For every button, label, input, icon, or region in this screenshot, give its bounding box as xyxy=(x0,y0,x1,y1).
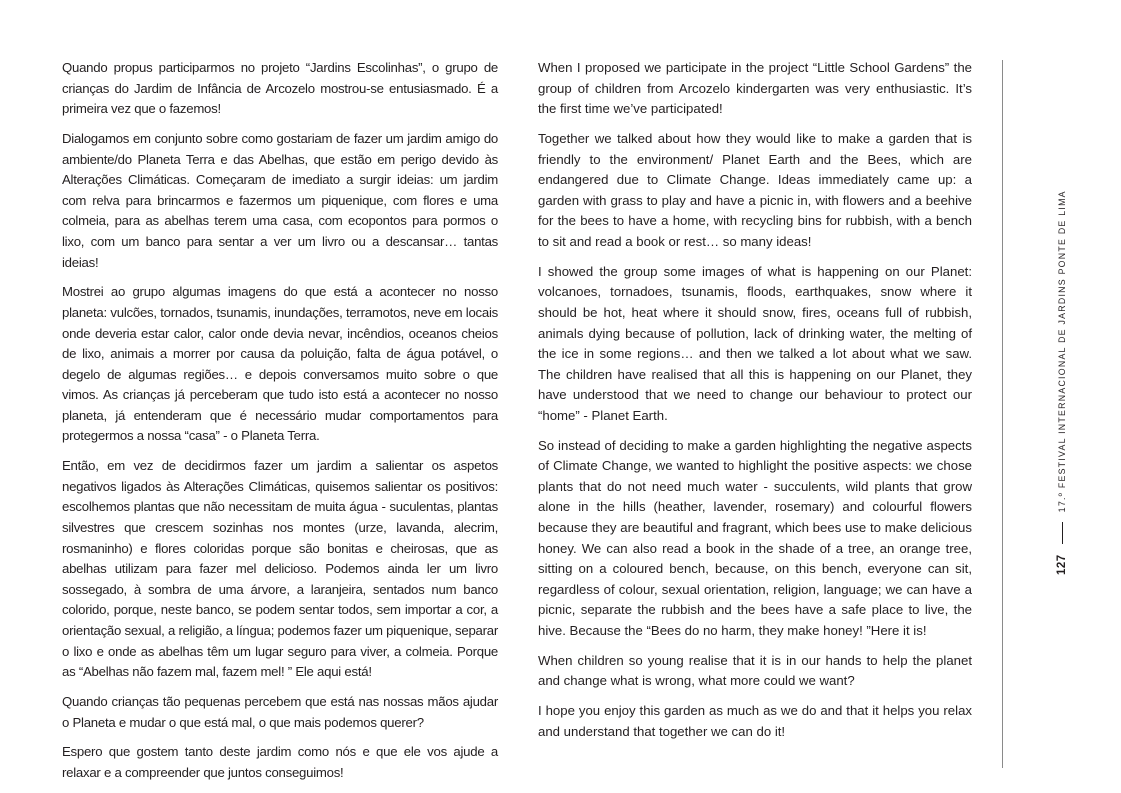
pt-paragraph-5: Quando crianças tão pequenas percebem que está nas nossas mãos ajudar o Planeta e mudar o que está mal, o que mais podemos querer? xyxy=(62,693,498,730)
footer-rule xyxy=(1062,522,1063,544)
pt-paragraph-2: Dialogamos em conjunto sobre como gostariam de fazer um jardim amigo do ambiente/do Planeta Terra e das Abelhas, que estão em perigo devido às Alterações Climáticas. Começaram de imediato a surgir ideias: um jardim com relva para brincarmos e fazermos um piquenique, com flores e uma colmeia, para as abelhas terem uma casa, com ecopontos para pormos o lixo, com um banco para sentar a ver um livro ou a descansar… tantas ideias! xyxy=(62,130,498,270)
english-text-column xyxy=(538,58,972,752)
margin-divider-line xyxy=(1002,60,1003,768)
pt-paragraph-3: Mostrei ao grupo algumas imagens do que está a acontecer no nosso planeta: vulcões, tornados, tsunamis, inundações, terramotos, neve em locais onde deveria estar calor, calor onde devia nevar, incêndios, oceanos cheios de lixo, animais a morrer por causa da poluição, falta de água potável, o degelo de algumas regiões… e depois conversamos muito sobre o que vimos. As crianças já perceberam que tudo isto está a acontecer no nosso planeta, já entenderam que é necessário mudar comportamentos para protegermos a nossa “casa” - o Planeta Terra. xyxy=(62,284,498,444)
en-paragraph-2: Together we talked about how they would like to make a garden that is friendly to the environment/ Planet Earth and the Bees, which are endangered due to Climate Change. Ideas immediately came up: a garden with grass to play and have a picnic in, with flowers and a beehive for the bees to have a home, with recycling bins for rubbish, with a bench to sit and read a book or rest… so many ideas! xyxy=(538,130,972,249)
page-number: 127 xyxy=(1056,554,1068,575)
en-paragraph-6: I hope you enjoy this garden as much as we do and that it helps you relax and understand that together we can do it! xyxy=(538,703,972,739)
portuguese-text-column xyxy=(62,58,498,793)
pt-paragraph-6: Espero que gostem tanto deste jardim como nós e que ele vos ajude a relaxar e a compreender que juntos conseguimos! xyxy=(62,744,498,780)
en-paragraph-4: So instead of deciding to make a garden highlighting the negative aspects of Climate Change, we wanted to highlight the positive aspects: we chose plants that do not need much water - succulents, wild plants that grow alone in the hills (heather, lavender, rosemary) and colourful flowers because they are beautiful and fragrant, which bees use to make delicious honey. We can also read a book in the shade of a tree, an orange tree, sitting on a coloured bench, because, on this bench, everyone can sit, regardless of colour, sexual orientation, religion, language; we can have a picnic, separate the rubbish and the bees have a safe place to live, the hive. Because the “Bees do no harm, they make honey! ”Here it is! xyxy=(538,437,972,638)
festival-title: 17.º FESTIVAL INTERNACIONAL DE JARDINS PONTE DE LIMA xyxy=(1057,190,1067,513)
pt-paragraph-1: Quando propus participarmos no projeto “Jardins Escolinhas”, o grupo de crianças do Jardim de Infância de Arcozelo mostrou-se entusiasmado. É a primeira vez que o fazemos! xyxy=(62,60,498,117)
running-footer xyxy=(1056,190,1068,575)
pt-paragraph-4: Então, em vez de decidirmos fazer um jardim a salientar os aspetos negativos ligados às Alterações Climáticas, quisemos salientar os positivos: escolhemos plantas que não necessitam de muita água - suculentas, plantas silvestres que crescem sozinhas nos montes (urze, lavanda, alecrim, rosmaninho) e flores coloridas porque são bonitas e cheirosas, que as abelhas utilizam para fazer mel delicioso. Podemos ainda ler um livro sossegado, à sombra de uma árvore, a laranjeira, sentados num banco colorido, porque, neste banco, se podem sentar todos, sem importar a cor, a orientação sexual, a religião, a língua; podemos fazer um piquenique, separar o lixo e onde as abelhas têm um lugar seguro para viver, a colmeia. Porque as “Abelhas não fazem mal, fazem mel! ” Ele aqui está! xyxy=(62,458,499,680)
en-paragraph-1: When I proposed we participate in the project “Little School Gardens” the group of children from Arcozelo kindergarten was very enthusiastic. It’s the first time we’ve participated! xyxy=(538,60,972,117)
en-paragraph-5: When children so young realise that it is in our hands to help the planet and change what is wrong, what more could we want? xyxy=(538,652,972,689)
en-paragraph-3: I showed the group some images of what is happening on our Planet: volcanoes, tornadoes, tsunamis, floods, earthquakes, snow where it should be hot, heat where it should snow, fires, oceans full of rubbish, animals dying because of pollution, lack of drinking water, the melting of the ice in some regions… and then we talked a lot about what we saw. The children have realised that all this is happening on our Planet, they have understood that we need to change our behaviour to protect our “home” - Planet Earth. xyxy=(538,263,972,423)
